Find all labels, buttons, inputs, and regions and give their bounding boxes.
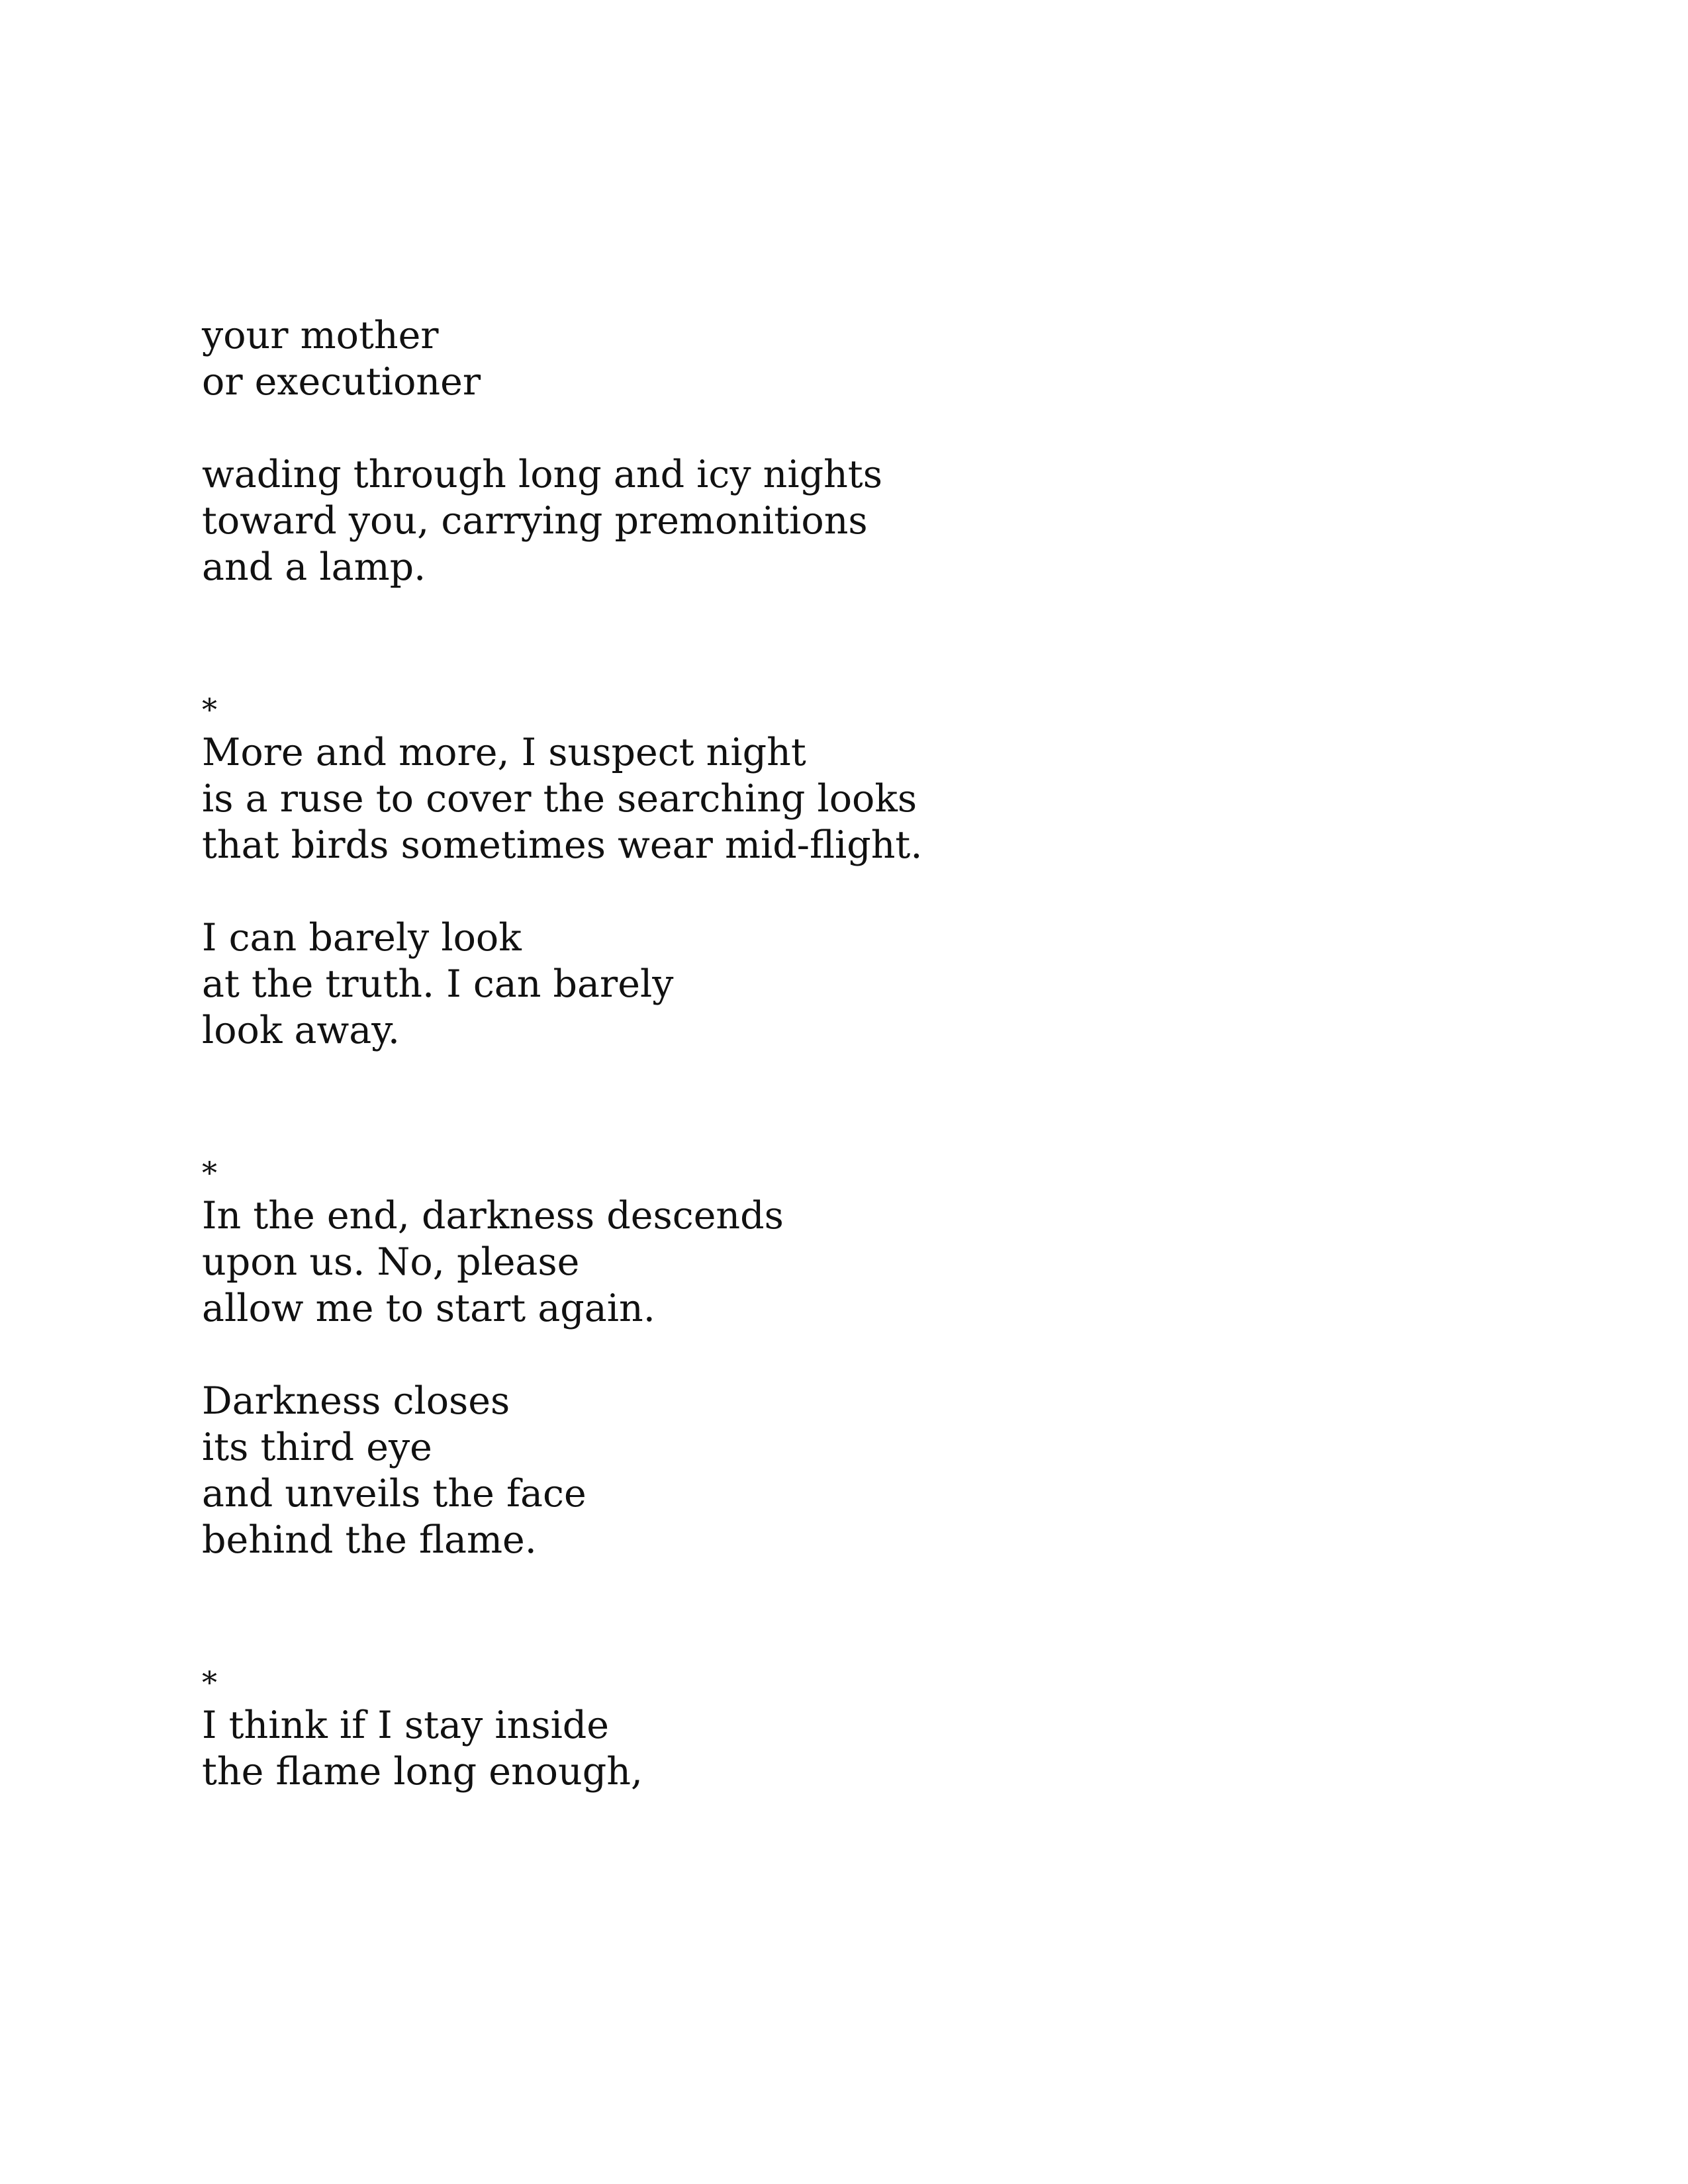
poem-line: or executioner	[202, 360, 481, 404]
poem-line: and a lamp.	[202, 545, 426, 589]
section-asterisk: *	[202, 692, 217, 727]
poem-line: I can barely look	[202, 916, 522, 960]
poem-line: is a ruse to cover the searching looks	[202, 777, 917, 821]
poem-line: behind the flame.	[202, 1518, 537, 1562]
stanza-break	[202, 405, 1526, 451]
poem-text	[202, 312, 1526, 1795]
poem-line: your mother	[202, 314, 439, 357]
section-asterisk: *	[202, 1664, 217, 1700]
poem-line: wading through long and icy nights	[202, 453, 882, 496]
section-break	[202, 1563, 1526, 1656]
section-asterisk: *	[202, 1155, 217, 1191]
poem-line: at the truth. I can barely	[202, 962, 674, 1006]
poem-line: that birds sometimes wear mid-flight.	[202, 823, 923, 867]
poem-line: upon us. No, please	[202, 1240, 580, 1284]
stanza-break	[202, 1332, 1526, 1378]
stanza-break	[202, 868, 1526, 915]
section-break	[202, 1054, 1526, 1146]
poem-line: Darkness closes	[202, 1379, 510, 1423]
poem-line: I think if I stay inside	[202, 1704, 610, 1747]
poem-line: its third eye	[202, 1426, 432, 1469]
poem-line: In the end, darkness descends	[202, 1194, 784, 1238]
section-break	[202, 590, 1526, 683]
poem-line: look away.	[202, 1009, 400, 1052]
poem-line: More and more, I suspect night	[202, 731, 806, 774]
poem-line: allow me to start again.	[202, 1287, 655, 1330]
poem-line: and unveils the face	[202, 1472, 586, 1516]
poem-line: toward you, carrying premonitions	[202, 499, 868, 543]
poem-line: the flame long enough,	[202, 1750, 643, 1794]
